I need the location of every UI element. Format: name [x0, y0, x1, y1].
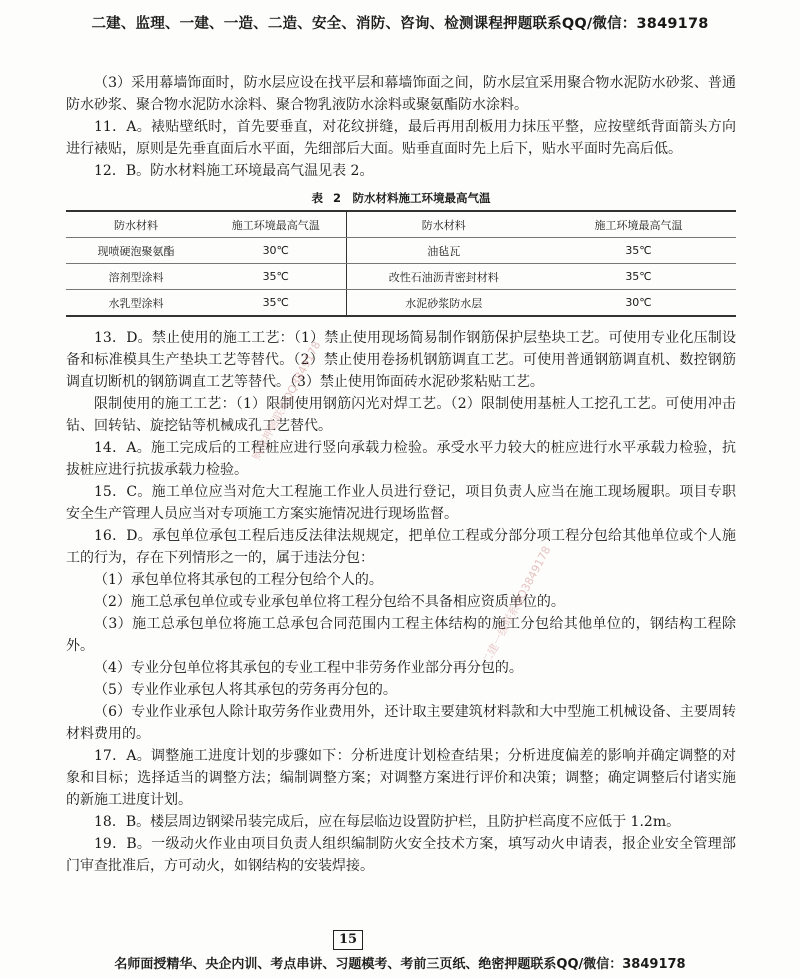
table-cell: 35℃ [206, 290, 346, 317]
paragraph-answer-19: 19．B。一级动火作业由项目负责人组织编制防火安全技术方案，填写动火申请表，报企业安全管理部门审查批准后，方可动火，如钢结构的安装焊接。 [66, 836, 736, 874]
page-header: 二建、监理、一建、一造、二造、安全、消防、咨询、检测课程押题联系QQ/微信：3849178 [91, 16, 709, 32]
paragraph-answer-13: 13．D。禁止使用的施工工艺：（1）禁止使用现场简易制作钢筋保护层垫块工艺。可使用专业化压制设备和标准模具生产垫块工艺等替代。（2）禁止使用卷扬机钢筋调直工艺。可使用普通钢筋调直机、数控钢筋调直切断机的钢筋调直工艺等替代。（3）禁止使用饰面砖水泥砂浆粘贴工艺。 [66, 330, 736, 390]
document-body [66, 72, 736, 877]
table-cell: 改性石油沥青密封材料 [346, 264, 541, 290]
list-item-illegal-subcontract-3: （3）施工总承包单位将施工总承包合同范围内工程主体结构的施工分包给其他单位的，钢结构工程除外。 [66, 616, 736, 654]
table-cell: 30℃ [206, 238, 346, 264]
watermark-stamp: 二建一级联系QQ3849178 [479, 544, 554, 668]
table-cell: 现喷硬泡聚氨酯 [66, 238, 206, 264]
table-cell: 35℃ [206, 264, 346, 290]
table-cell: 水乳型涂料 [66, 290, 206, 317]
table-header-row [66, 211, 736, 238]
page-number: 15 [333, 930, 363, 950]
paragraph-restricted-processes: 限制使用的施工工艺：（1）限制使用钢筋闪光对焊工艺。（2）限制使用基桩人工挖孔工艺。可使用冲击钻、回转钻、旋挖钻等机械成孔工艺替代。 [66, 396, 736, 434]
paragraph-answer-18: 18．B。楼层周边钢梁吊装完成后，应在每层临边设置防护栏，且防护栏高度不应低于 1.2m。 [94, 814, 681, 830]
table-header-cell: 防水材料 [66, 211, 206, 238]
watermark-stamp: 购准押题联系QQ3849178 [249, 339, 324, 463]
temperature-table [66, 210, 736, 317]
paragraph-answer-11: 11．A。裱贴壁纸时，首先要垂直，对花纹拼缝，最后再用刮板用力抹压平整，应按壁纸背面箭头方向进行裱贴，原则是先垂直面后水平面，先细部后大面。贴垂直面时先上后下，贴水平面时先高后低。 [66, 119, 736, 157]
paragraph-answer-12: 12．B。防水材料施工环境最高气温见表 2。 [94, 163, 374, 179]
paragraph-waterproof-facade: （3）采用幕墙饰面时，防水层应设在找平层和幕墙饰面之间，防水层宜采用聚合物水泥防水砂浆、普通防水砂浆、聚合物水泥防水涂料、聚合物乳液防水涂料或聚氨酯防水涂料。 [66, 75, 736, 113]
table-header-cell: 防水材料 [346, 211, 541, 238]
paragraph-answer-14: 14．A。施工完成后的工程桩应进行竖向承载力检验。承受水平力较大的桩应进行水平承载力检验，抗拔桩应进行抗拔承载力检验。 [66, 440, 736, 478]
table-cell: 30℃ [541, 290, 736, 317]
paragraph-answer-17: 17．A。调整施工进度计划的步骤如下：分析进度计划检查结果；分析进度偏差的影响并确定调整的对象和目标；选择适当的调整方法；编制调整方案；对调整方案进行评价和决策；调整；确定调整后付诸实施的新施工进度计划。 [66, 748, 736, 808]
table-row [66, 264, 736, 290]
page-footer: 名师面授精华、央企内训、考点串讲、习题模考、考前三页纸、绝密押题联系QQ/微信：3849178 [114, 957, 686, 972]
table-header-cell: 施工环境最高气温 [541, 211, 736, 238]
paragraph-answer-16: 16．D。承包单位承包工程后违反法律法规规定，把单位工程或分部分项工程分包给其他单位或个人施工的行为，存在下列情形之一的，属于违法分包： [66, 528, 736, 566]
table-cell: 溶剂型涂料 [66, 264, 206, 290]
list-item-illegal-subcontract-5: （5）专业作业承包人将其承包的劳务再分包的。 [94, 682, 397, 698]
table-row [66, 290, 736, 317]
table-row [66, 238, 736, 264]
table-cell: 35℃ [541, 238, 736, 264]
list-item-illegal-subcontract-4: （4）专业分包单位将其承包的专业工程中非劳务作业部分再分包的。 [94, 660, 523, 676]
list-item-illegal-subcontract-6: （6）专业作业承包人除计取劳务作业费用外，还计取主要建筑材料款和大中型施工机械设备、主要周转材料费用的。 [66, 704, 736, 742]
temperature-table-wrapper [66, 210, 736, 317]
table-cell: 水泥砂浆防水层 [346, 290, 541, 317]
paragraph-answer-15: 15．C。施工单位应当对危大工程施工作业人员进行登记，项目负责人应当在施工现场履职。项目专职安全生产管理人员应当对专项施工方案实施情况进行现场监督。 [66, 484, 736, 522]
table-header-cell: 施工环境最高气温 [206, 211, 346, 238]
table-title: 表 2 防水材料施工环境最高气温 [311, 191, 491, 205]
table-cell: 油毡瓦 [346, 238, 541, 264]
list-item-illegal-subcontract-2: （2）施工总承包单位或专业承包单位将工程分包给不具备相应资质单位的。 [94, 594, 565, 610]
list-item-illegal-subcontract-1: （1）承包单位将其承包的工程分包给个人的。 [94, 572, 383, 588]
table-cell: 35℃ [541, 264, 736, 290]
